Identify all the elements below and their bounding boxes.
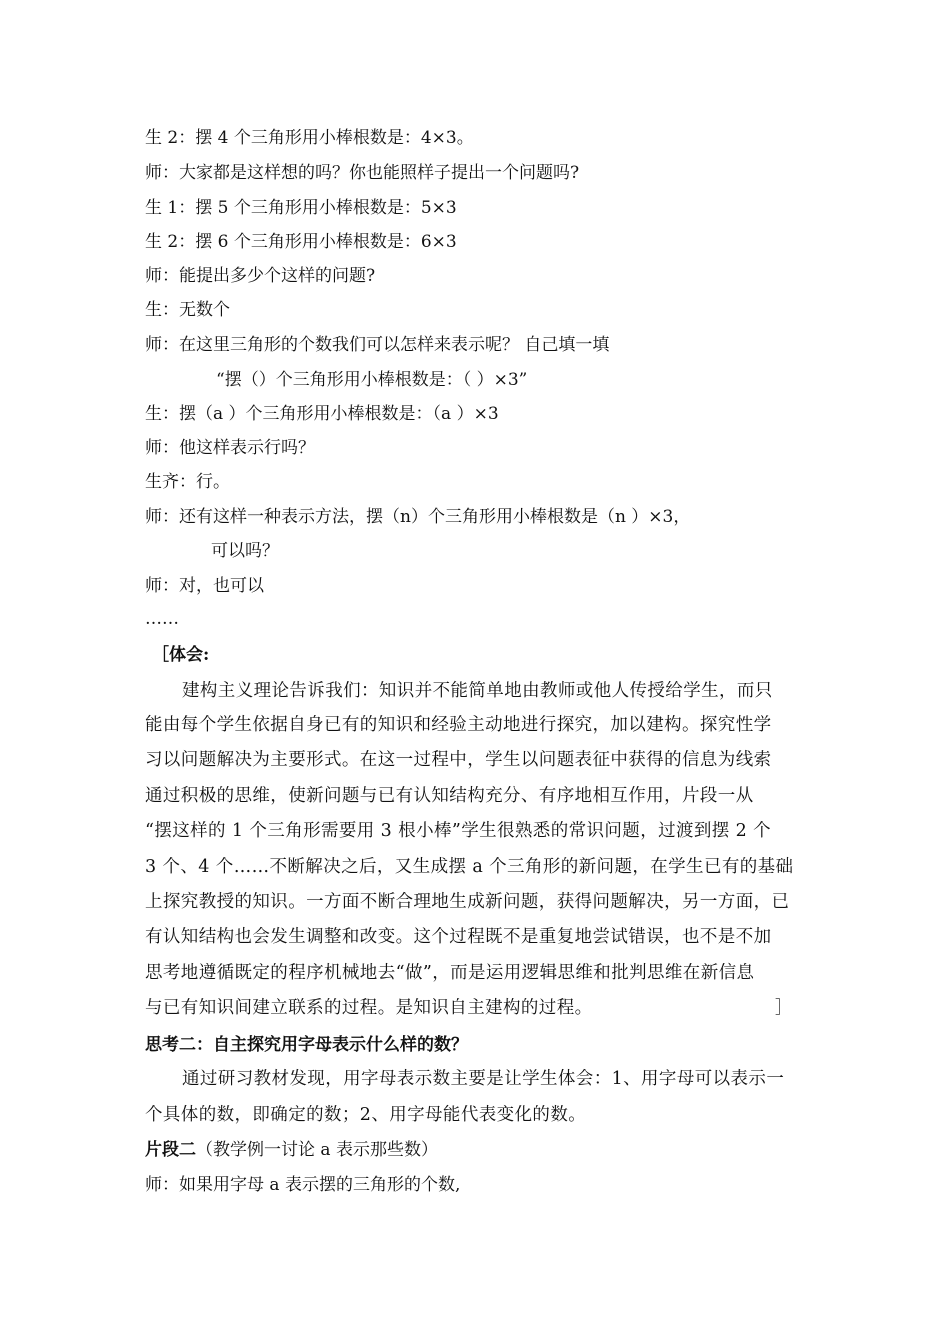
- dialogue-line: 师：他这样表示行吗？: [145, 438, 315, 458]
- dialogue-line: 师：如果用字母 a 表示摆的三角形的个数,: [145, 1175, 461, 1195]
- dialogue-line: 可以吗？: [211, 541, 279, 561]
- reflection-line: 通过积极的思维，使新问题与已有认知结构充分、有序地相互作用，片段一从: [145, 786, 754, 806]
- fragment-title: [145, 1139, 438, 1161]
- closing-bracket: ］: [775, 998, 792, 1018]
- reflection-line: 思考地遵循既定的程序机械地去“做”，而是运用逻辑思维和批判思维在新信息: [145, 963, 755, 983]
- reflection-line: 与已有知识间建立联系的过程。是知识自主建构的过程。: [145, 998, 593, 1018]
- reflection-line: “摆这样的 1 个三角形需要用 3 根小棒”学生很熟悉的常识问题，过渡到摆 2 个: [145, 821, 772, 841]
- dialogue-line: 师：能提出多少个这样的问题?: [145, 266, 376, 286]
- ellipsis: ……: [145, 609, 179, 629]
- fragment-subtitle: （教学例一讨论 a 表示那些数）: [196, 1140, 438, 1160]
- dialogue-line: 生齐：行。: [145, 472, 230, 492]
- dialogue-line: 生 2：摆 6 个三角形用小棒根数是：6×3: [145, 232, 457, 252]
- dialogue-line: 师：在这里三角形的个数我们可以怎样来表示呢？ 自己填一填: [145, 335, 610, 355]
- reflection-line: 能由每个学生依据自身已有的知识和经验主动地进行探究，加以建构。探究性学: [145, 715, 772, 735]
- dialogue-line: 生 2：摆 4 个三角形用小棒根数是：4×3。: [145, 128, 474, 148]
- section-line: 通过研习教材发现，用字母表示数主要是让学生体会：1、用字母可以表示一: [182, 1069, 785, 1089]
- dialogue-line: 生 1：摆 5 个三角形用小棒根数是：5×3: [145, 198, 457, 218]
- section-heading: 思考二：自主探究用字母表示什么样的数？: [145, 1035, 468, 1055]
- dialogue-line: 师：对，也可以: [145, 576, 264, 596]
- reflection-line: 有认知结构也会发生调整和改变。这个过程既不是重复地尝试错误，也不是不加: [145, 927, 772, 947]
- dialogue-line: 师：大家都是这样想的吗？你也能照样子提出一个问题吗?: [145, 163, 580, 183]
- dialogue-line: 师：还有这样一种表示方法，摆（n）个三角形用小棒根数是（n ）×3，: [145, 507, 691, 527]
- fragment-title-label: 片段二: [145, 1140, 196, 1160]
- reflection-line: 习以问题解决为主要形式。在这一过程中，学生以问题表征中获得的信息为线索: [145, 750, 772, 770]
- dialogue-line: 生：无数个: [145, 300, 230, 320]
- reflection-heading: ［体会:: [152, 645, 210, 665]
- reflection-line: 3 个、4 个……不断解决之后，又生成摆 a 个三角形的新问题，在学生已有的基础: [145, 857, 794, 877]
- fill-in-template: “摆（）个三角形用小棒根数是：（ ）×3”: [216, 370, 528, 390]
- section-line: 个具体的数，即确定的数；2、用字母能代表变化的数。: [145, 1105, 587, 1125]
- dialogue-line: 生：摆（a ）个三角形用小棒根数是：（a ）×3: [145, 404, 499, 424]
- reflection-line: 上探究教授的知识。一方面不断合理地生成新问题，获得问题解决，另一方面，已: [145, 892, 790, 912]
- reflection-line: 建构主义理论告诉我们：知识并不能简单地由教师或他人传授给学生，而只: [182, 681, 773, 701]
